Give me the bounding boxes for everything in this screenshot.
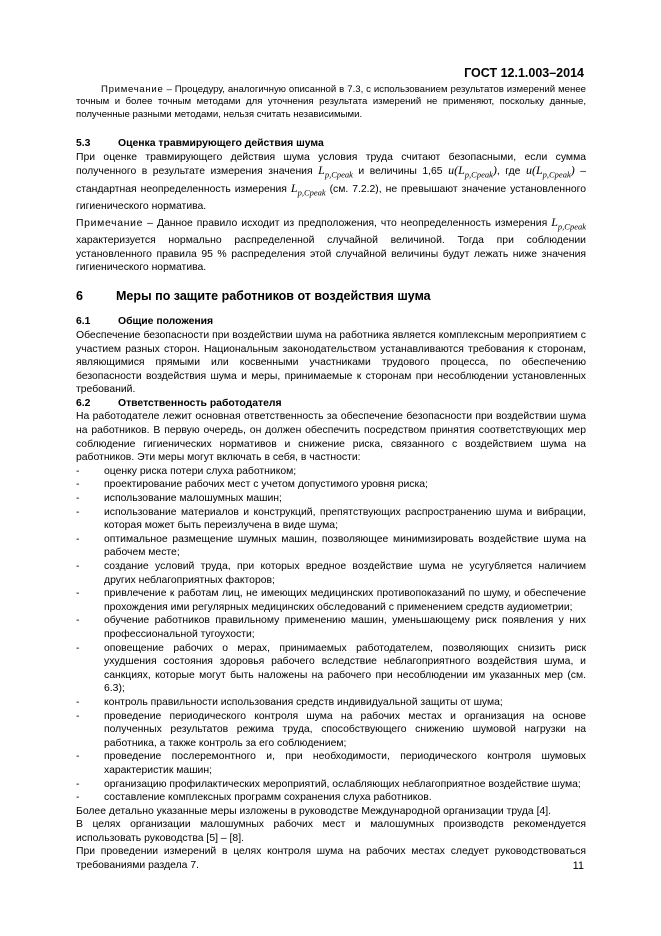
list-item-text: оценку риска потери слуха работником; — [104, 465, 297, 477]
list-dash: - — [76, 696, 80, 708]
list-item-text: оповещение рабочих о мерах, принимаемых работодателем, позволяющих снизить риск ухудшения состояния здоровья рабочего вследствие неблагоприятного воздействия шума, и санкциях, которые могут быть наложены на рабочего при несоблюдении им указанных мер (см. 6.3); — [104, 642, 586, 695]
section-5-3-heading — [76, 137, 586, 151]
list-item-text: обучение работников правильному применению машин, уменьшающему риск появления у них профессиональной тугоухости; — [104, 615, 586, 640]
section-5-3-paragraph — [76, 151, 586, 214]
list-item — [76, 560, 586, 587]
paragraph-ilo-reference: Более детально указанные меры изложены в руководстве Международной организации труда [4]. — [76, 805, 552, 817]
list-item — [76, 791, 586, 805]
section-6-1-heading — [76, 315, 586, 329]
list-item-text: создание условий труда, при которых вредное воздействие шума не усугубляется наличием других неблагоприятных факторов; — [104, 561, 586, 586]
list-item — [76, 642, 586, 696]
section-number: 6 — [76, 288, 83, 303]
list-item — [76, 696, 586, 710]
list-item — [76, 533, 586, 560]
formula-l-pcpeak-3: $L_{p,Cpeak}$ — [551, 214, 586, 232]
list-dash: - — [76, 533, 80, 545]
list-dash: - — [76, 493, 80, 505]
list-item — [76, 614, 586, 641]
list-item — [76, 492, 586, 506]
note-label: Примечание — [101, 84, 164, 95]
list-item — [76, 587, 586, 614]
text-fragment: , где — [496, 166, 526, 178]
section-number: 6.2 — [76, 397, 91, 409]
text-fragment: При оценке травмирующего действия шума условия труда считают безопасными, если сумма полученного в результате измерения значения — [76, 151, 586, 178]
list-dash: - — [76, 561, 80, 573]
section-6-2-paragraph: На работодателе лежит основная ответственность за обеспечение безопасности при воздействии шума на работников. В первую очередь, он должен обеспечить посредством принятия соответствующих мер соблюдение гигиенических нормативов и снижение риска, связанного с воздействием шума на работников. Эти меры могут включать в себя, в частности: — [76, 411, 586, 464]
list-item-text: проведение периодического контроля шума на рабочих местах и организация на основе полученных результатов режима труда, способствующего снижению шумовой нагрузки на работника, а также контроль за его соблюдением; — [104, 710, 586, 749]
section-6-2-heading — [76, 397, 586, 411]
text-fragment: – Данное правило исходит из предположения, что неопределенность измерения — [143, 217, 552, 229]
paragraph-measurement-reference: При проведении измерений в целях контроля шума на рабочих местах следует руководствоваться требованиями раздела 7. — [76, 846, 586, 872]
formula-l-pcpeak: $L_{p,Cpeak}$ — [318, 163, 353, 180]
list-item — [76, 710, 586, 751]
list-dash: - — [76, 642, 80, 654]
note-text: – Процедуру, аналогичную описанной в 7.3, с использованием результатов измерений менее точным и более точным методами для уточнения результата измерений не применяют, поскольку данные, полученные разными методами, нельзя считать независимыми. — [76, 84, 586, 120]
formula-u-l-2: $u(L_{p,Cpeak})$ — [525, 163, 575, 180]
section-title: Меры по защите работников от воздействия шума — [116, 288, 431, 303]
list-item — [76, 465, 586, 479]
measures-list — [76, 465, 586, 805]
list-item-text: оптимальное размещение шумных машин, позволяющее минимизировать воздействие шума на рабочем месте; — [104, 533, 586, 559]
section-title: Ответственность работодателя — [118, 397, 282, 409]
section-number: 5.3 — [76, 138, 91, 150]
list-item-text: контроль правильности использования средств индивидуальной защиты от шума; — [104, 696, 503, 708]
list-item — [76, 478, 586, 492]
text-fragment: – стандартная неопределенность измерения — [76, 166, 587, 196]
section-6-1-paragraph: Обеспечение безопасности при воздействии шума на работника является комплексным мероприятием с участием разных сторон. Национальным законодательством устанавливаются требования к сторонам, являющимися прямыми или косвенными участниками трудового процесса, по обеспечению безопасности воздействия шума и меры, принимаемые к сторонам при несоблюдении установленных требований. — [76, 329, 586, 396]
list-dash: - — [76, 710, 80, 722]
list-dash: - — [76, 778, 80, 790]
list-item — [76, 506, 586, 533]
section-number: 6.1 — [76, 316, 91, 328]
list-item-text: привлечение к работам лиц, не имеющих медицинских противопоказаний по шуму, и обеспечение прохождения ими регулярных медицинских обследований с применением средств аудиометрии; — [104, 588, 586, 613]
formula-u-l: $u(L_{p,Cpeak})$ — [448, 163, 497, 180]
formula-l-pcpeak-2: $L_{p,Cpeak}$ — [290, 181, 326, 198]
list-dash: - — [76, 751, 80, 763]
paragraph-guides-reference: В целях организации малошумных рабочих мест и малошумных производств рекомендуется использовать руководства [5] – [8]. — [76, 819, 586, 844]
text-fragment: характеризуется нормально распределенной случайной величиной. Тогда при соблюдении установленного правила 95 % распределения этой случайной величины будут лежать ниже значения гигиенического норматива. — [76, 234, 586, 274]
section-title: Общие положения — [118, 316, 214, 328]
list-item-text: проведение послеремонтного и, при необходимости, периодического контроля шумовых характеристик машин; — [104, 751, 586, 776]
list-dash: - — [76, 479, 80, 491]
text-fragment: (см. 7.2.2), не превышают значение установленного гигиенического норматива. — [76, 184, 586, 213]
list-item-text: составление комплексных программ сохранения слуха работников. — [104, 792, 432, 804]
list-dash: - — [76, 615, 80, 627]
page-content — [76, 84, 586, 873]
list-dash: - — [76, 465, 80, 477]
list-item-text: проектирование рабочих мест с учетом допустимого уровня риска; — [104, 479, 428, 491]
list-dash: - — [76, 588, 80, 600]
list-item-text: использование малошумных машин; — [104, 493, 282, 505]
section-6-heading — [76, 290, 586, 304]
note-paragraph — [76, 84, 586, 121]
document-code: ГОСТ 12.1.003–2014 — [464, 66, 584, 80]
list-item-text: организацию профилактических мероприятий, ослабляющих неблагоприятное воздействие шума; — [104, 778, 581, 790]
page-number: 11 — [572, 860, 584, 872]
section-5-3-note — [76, 216, 586, 275]
list-item-text: использование материалов и конструкций, препятствующих распространению шума и вибрации, которая может быть переизлучена в виде шума; — [104, 506, 586, 532]
list-item — [76, 778, 586, 792]
list-dash: - — [76, 506, 80, 518]
text-fragment: и величины 1,65 — [352, 166, 449, 178]
note-label: Примечание — [76, 217, 144, 229]
list-item — [76, 750, 586, 777]
section-title: Оценка травмирующего действия шума — [118, 138, 324, 150]
list-dash: - — [76, 792, 80, 804]
